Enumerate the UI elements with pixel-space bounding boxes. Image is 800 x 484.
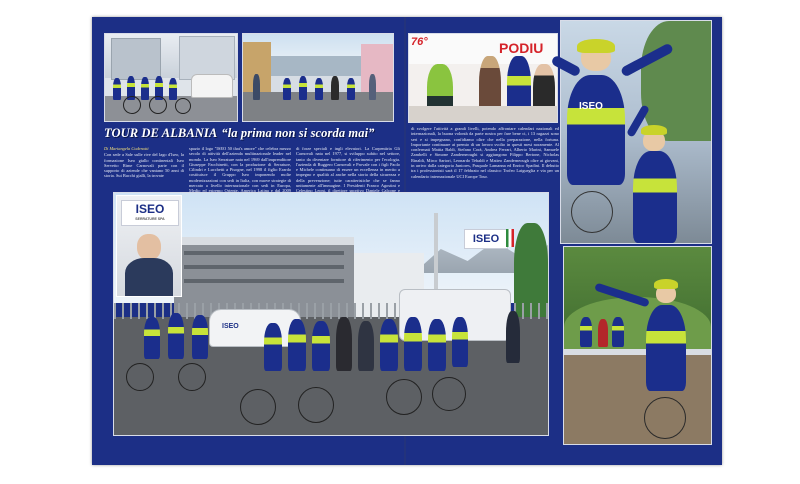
text-column-4 <box>411 126 559 184</box>
photo-team-iseo-headquarters <box>113 192 549 436</box>
photo-street-race <box>242 33 394 122</box>
photo-team-building <box>104 33 238 122</box>
title-quote: “la prima non si scorda mai” <box>221 126 375 140</box>
column-3-text: di forze speciali e ingli elevatori. La Carpentiria Gli Carnovali nata nel 1977, si sviluppo subito nel settore, tanto da diventare fornitore di riferimento per l'ecologia. l'azienda di Ruggero Carnovali e Provale con i figli Paolo e Michele continuano di essere un eccellenza in merito a impegno e qualità al anche nella storia della sicurezza e della prevenzione; tutte caratteristiche che se fanno unitamente all'immagine. I Presidenti Franco Agostini e Celestino Leoni, il direttore sportivo Daniele Calcone e <box>296 146 400 194</box>
banner-iseo-text: ISEO <box>472 233 500 245</box>
text-column-2 <box>189 146 291 192</box>
text-column-1 <box>104 146 184 186</box>
byline: Di Mariangela Codenotti <box>104 146 149 151</box>
photo-rider-racing <box>563 246 712 445</box>
jersey-iseo-text: ISEO <box>579 101 603 112</box>
inset-iseo-subtext: SERRATURE SPA <box>135 217 165 221</box>
podium-banner-text: PODIU <box>499 40 544 56</box>
car-iseo-text: ISEO <box>222 323 239 330</box>
banner-iseo-logo <box>464 229 508 249</box>
inset-iseo-logo <box>121 200 179 226</box>
column-4-text: di svolgere l'attività a grandi livelli, potendo affrontare calendari nazionali ed internazionali, la buona volontà da parte nostra per fare bene ci, i 13 ragazzi sono seri e si impegnano, confidiamo oltre che nella preparazione, nella fortuna. Importante continuare ai premio di un lavoro svolto in questi mesi noramente. Al confermati Mattia Baldi, Stefano Corà, Andrea Ferrari, Alberto Marini, Samuele Zambelli e Simone Zanderneoughi si aggiungono Filippo Bertone, Nicholas Rinaldi, Mirco Sartori, Leonardo Tebaldi e Matteo Zanderneough oltre ai giovani, in arrivo dalla categoria Juniores, Pasquale Lamanna ed Enrico Spadini. Il debutto tra i professionisti sarà il 17 febbraio nel classico Trofeo Laigueglia e via per un calendario internazionale UCI Europe Tour. <box>411 126 559 179</box>
photo-rider-celebrating <box>560 20 712 244</box>
column-1-text: Con sede a Sale sulle rive del lago d'Iseo, la formazione Iseo giallo continentali Iseo Servetto Rime Carnovali parte con il supporto di aziende che vantano 50 anni di storia. Sui Bacchi gialli, la trovate <box>104 152 184 179</box>
column-2-text: spazio il logo "ISEO 50 that's amore" che celebra mezzo secolo di attività dell'azienda multinazionale leader nel mondo. La Iseo Serrature nata nel 1969 dall'imprenditore Giuseppe Facchinetti, con la produzione di Serrature, Cilindri e Lucchetti a Pisogne, nel 1998 il figlio Erardo costituisce il Gruppo Iseo imponendo molte modernizzazioni con sedi in Italia, con nuove strategie di mercato a livello internazionale con sedi in Europa, Medio ed estremo Oriente, America Latina e dal 2009 <box>189 146 291 194</box>
article-title <box>104 124 400 141</box>
inset-iseo-text: ISEO <box>135 202 165 216</box>
photo-podium <box>408 33 558 123</box>
podium-banner-number: 76° <box>411 36 428 48</box>
text-column-3 <box>296 146 400 192</box>
title-main: TOUR DE ALBANIA <box>104 126 218 140</box>
